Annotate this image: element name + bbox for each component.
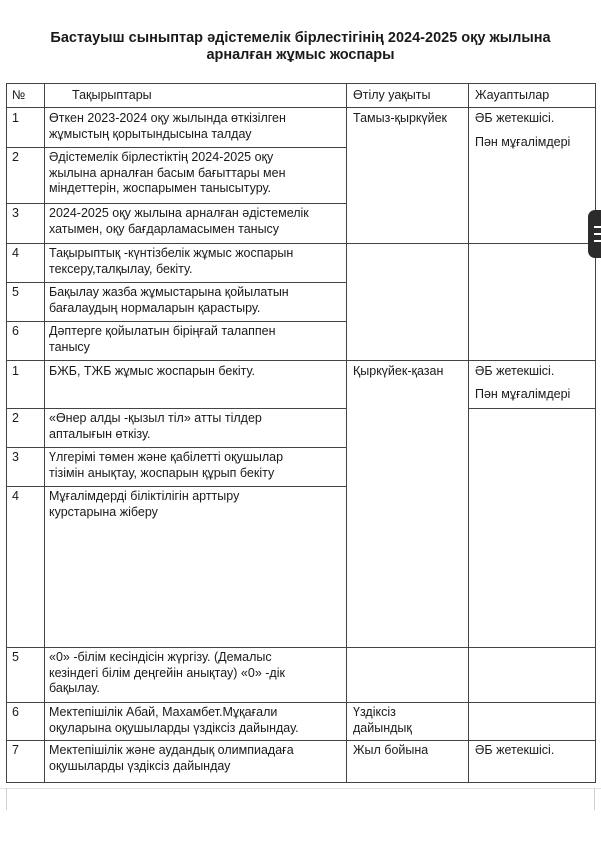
row-topic: Мектепішілік Абай, Махамбет.Мұқағали оқуларына оқушыларды үздіксіз дайындау.	[49, 705, 299, 735]
row-num: 4	[12, 489, 19, 503]
responsible-cell: ӘБ жетекшісі.	[475, 111, 555, 125]
row-topic: Тақырыптық -күнтізбелік жұмыс жоспарын тексеру,талқылау, бекіту.	[49, 246, 294, 276]
responsible-cell: Пән мұғалімдері	[475, 387, 571, 401]
page-bottom-edge	[0, 788, 601, 789]
row-num: 6	[12, 324, 19, 338]
work-plan-table	[6, 83, 596, 783]
row-num: 1	[12, 111, 19, 125]
row-num: 5	[12, 285, 19, 299]
responsible-cell: ӘБ жетекшісі.	[475, 364, 555, 378]
time-cell: Қыркүйек-қазан	[353, 364, 444, 378]
responsible-cell: Пән мұғалімдері	[475, 135, 571, 149]
row-topic: Мұғалімдерді біліктілігін арттыру курстарына жіберу	[49, 489, 240, 519]
row-topic: 2024-2025 оқу жылына арналған әдістемелік хатымен, оқу бағдарламасымен танысу	[49, 206, 309, 236]
responsible-cell: ӘБ жетекшісі.	[475, 743, 555, 757]
row-topic: Дәптерге қойылатын біріңғай талаппен танысу	[49, 324, 276, 354]
header-topic: Тақырыптары	[72, 88, 152, 102]
row-topic: БЖБ, ТЖБ жұмыс жоспарын бекіту.	[49, 364, 255, 378]
row-num: 5	[12, 650, 19, 664]
time-cell: Тамыз-қыркүйек	[353, 111, 448, 125]
row-topic: «Өнер алды -қызыл тіл» атты тілдер апталығын өткізу.	[49, 411, 262, 441]
title-line-2: арналған жұмыс жоспары	[206, 47, 395, 63]
row-num: 7	[12, 743, 19, 757]
time-cell: Жыл бойына	[353, 743, 429, 757]
document-title	[0, 30, 601, 64]
row-num: 2	[12, 150, 19, 164]
row-topic: Әдістемелік бірлестіктің 2024-2025 оқу жылына арналған басым бағыттары мен міндеттерін, жоспарымен танысытуру.	[49, 150, 286, 195]
row-num: 1	[12, 364, 19, 378]
row-topic: Үлгерімі төмен және қабілетті оқушылар тізімін анықтау, жоспарын құрып бекіту	[49, 450, 284, 480]
row-num: 6	[12, 705, 19, 719]
title-line-1: Бастауыш сыныптар әдістемелік бірлестігінің 2024-2025 оқу жылына	[50, 30, 551, 46]
row-num: 3	[12, 206, 19, 220]
row-topic: Мектепішілік және аудандық олимпиадаға оқушыларды үздіксіз дайындау	[49, 743, 294, 773]
time-cell: Үздіксіз дайындық	[353, 705, 412, 735]
header-responsible: Жауаптылар	[475, 88, 550, 102]
page-corner-mark	[6, 788, 7, 810]
header-num: №	[12, 88, 26, 102]
page-corner-mark	[594, 788, 595, 810]
row-num: 3	[12, 450, 19, 464]
row-topic: Бақылау жазба жұмыстарына қойылатын бағалаудың нормаларын қарастыру.	[49, 285, 289, 315]
row-topic: «0» -білім кесіндісін жүргізу. (Демалыс кезіндегі білім деңгейін анықтау) «0» -дік бақылау.	[49, 650, 285, 695]
row-topic: Өткен 2023-2024 оқу жылында өткізілген жұмыстың қорытындысына талдау	[49, 111, 286, 141]
header-time: Өтілу уақыты	[353, 88, 431, 102]
row-num: 2	[12, 411, 19, 425]
side-drawer-handle[interactable]	[588, 210, 601, 258]
row-num: 4	[12, 246, 19, 260]
